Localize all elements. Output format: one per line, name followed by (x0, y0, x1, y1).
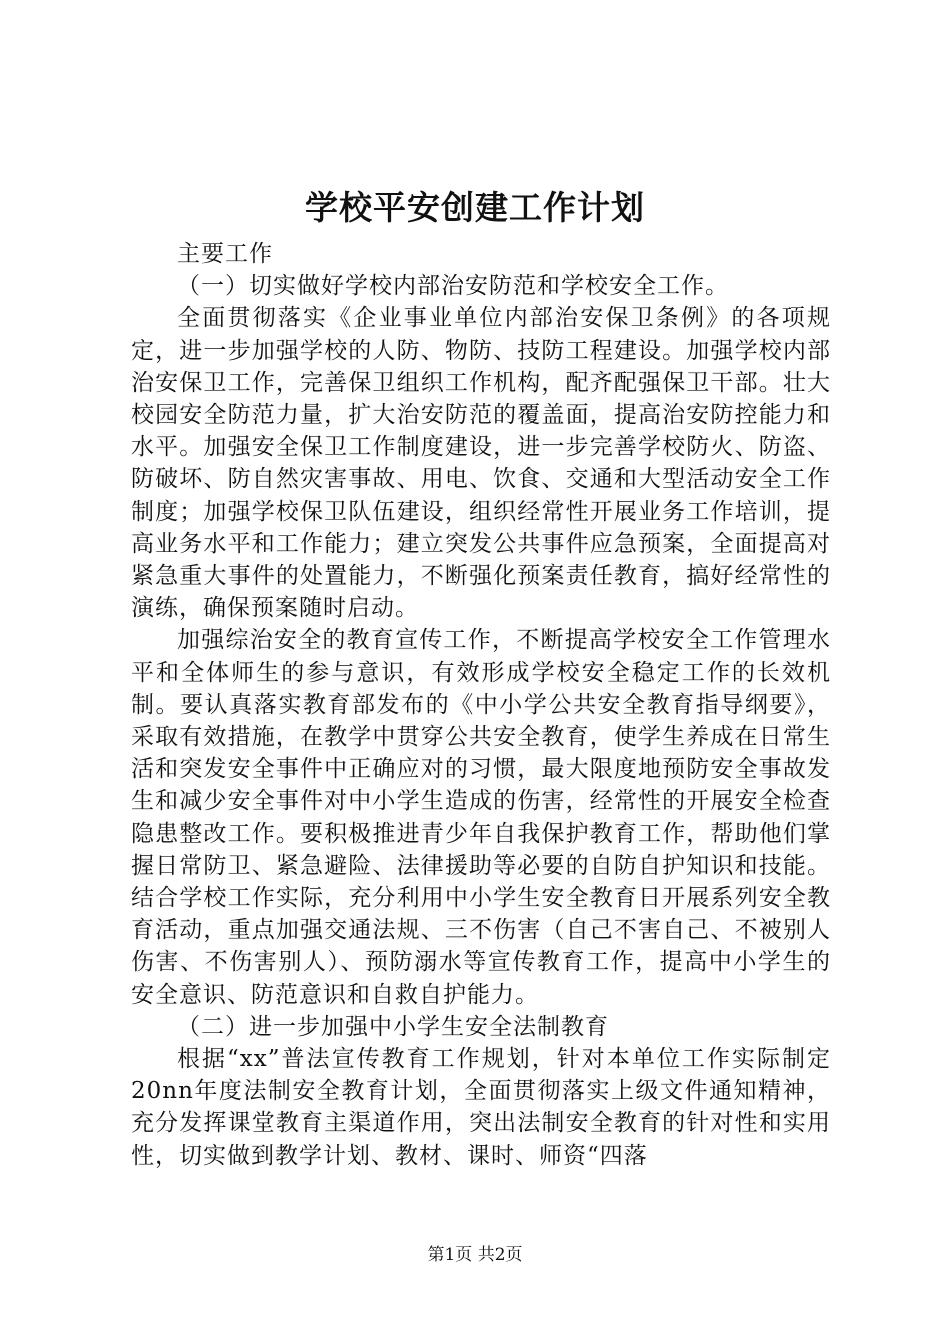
document-title: 学校平安创建工作计划 (305, 188, 645, 227)
body-paragraph: 根据“xx”普法宣传教育工作规划，针对本单位工作实际制定20nn年度法制安全教育计划，全面贯彻落实上级文件通知精神，充分发挥课堂教育主渠道作用，突出法制安全教育的针对性和实用性，切实做到教学计划、教材、课时、师资“四落 (131, 1046, 831, 1169)
subsection-heading-2: （二）进一步加强中小学生安全法制教育 (177, 1013, 609, 1040)
section-heading-main-work: 主要工作 (177, 241, 273, 267)
subsection-heading-1: （一）切实做好学校内部治安防范和学校安全工作。 (177, 273, 729, 300)
body-paragraph: 全面贯彻落实《企业事业单位内部治安保卫条例》的各项规定，进一步加强学校的人防、物防、技防工程建设。加强学校内部治安保卫工作，完善保卫组织工作机构，配齐配强保卫干部。壮大校园安全防范力量，扩大治安防范的覆盖面，提高治安防控能力和水平。加强安全保卫工作制度建设，进一步完善学校防火、防盗、防破坏、防自然灾害事故、用电、饮食、交通和大型活动安全工作制度；加强学校保卫队伍建设，组织经常性开展业务工作培训，提高业务水平和工作能力；建立突发公共事件应急预案，全面提高对紧急重大事件的处置能力，不断强化预案责任教育，搞好经常性的演练，确保预案随时启动。 (131, 305, 831, 622)
body-paragraph: 加强综治安全的教育宣传工作，不断提高学校安全工作管理水平和全体师生的参与意识，有效形成学校安全稳定工作的长效机制。要认真落实教育部发布的《中小学公共安全教育指导纲要》，采取有效措施，在教学中贯穿公共安全教育，使学生养成在日常生活和突发安全事件中正确应对的习惯，最大限度地预防安全事故发生和减少安全事件对中小学生造成的伤害，经常性的开展安全检查隐患整改工作。要积极推进青少年自我保护教育工作，帮助他们掌握日常防卫、紧急避险、法律援助等必要的自防自护知识和技能。结合学校工作实际，充分利用中小学生安全教育日开展系列安全教育活动，重点加强交通法规、三不伤害（自己不害自己、不被别人伤害、不伤害别人）、预防溺水等宣传教育工作，提高中小学生的安全意识、防范意识和自救自护能力。 (131, 627, 831, 1008)
page-footer: 第1页 共2页 (427, 1245, 523, 1265)
document-body (131, 238, 831, 1172)
